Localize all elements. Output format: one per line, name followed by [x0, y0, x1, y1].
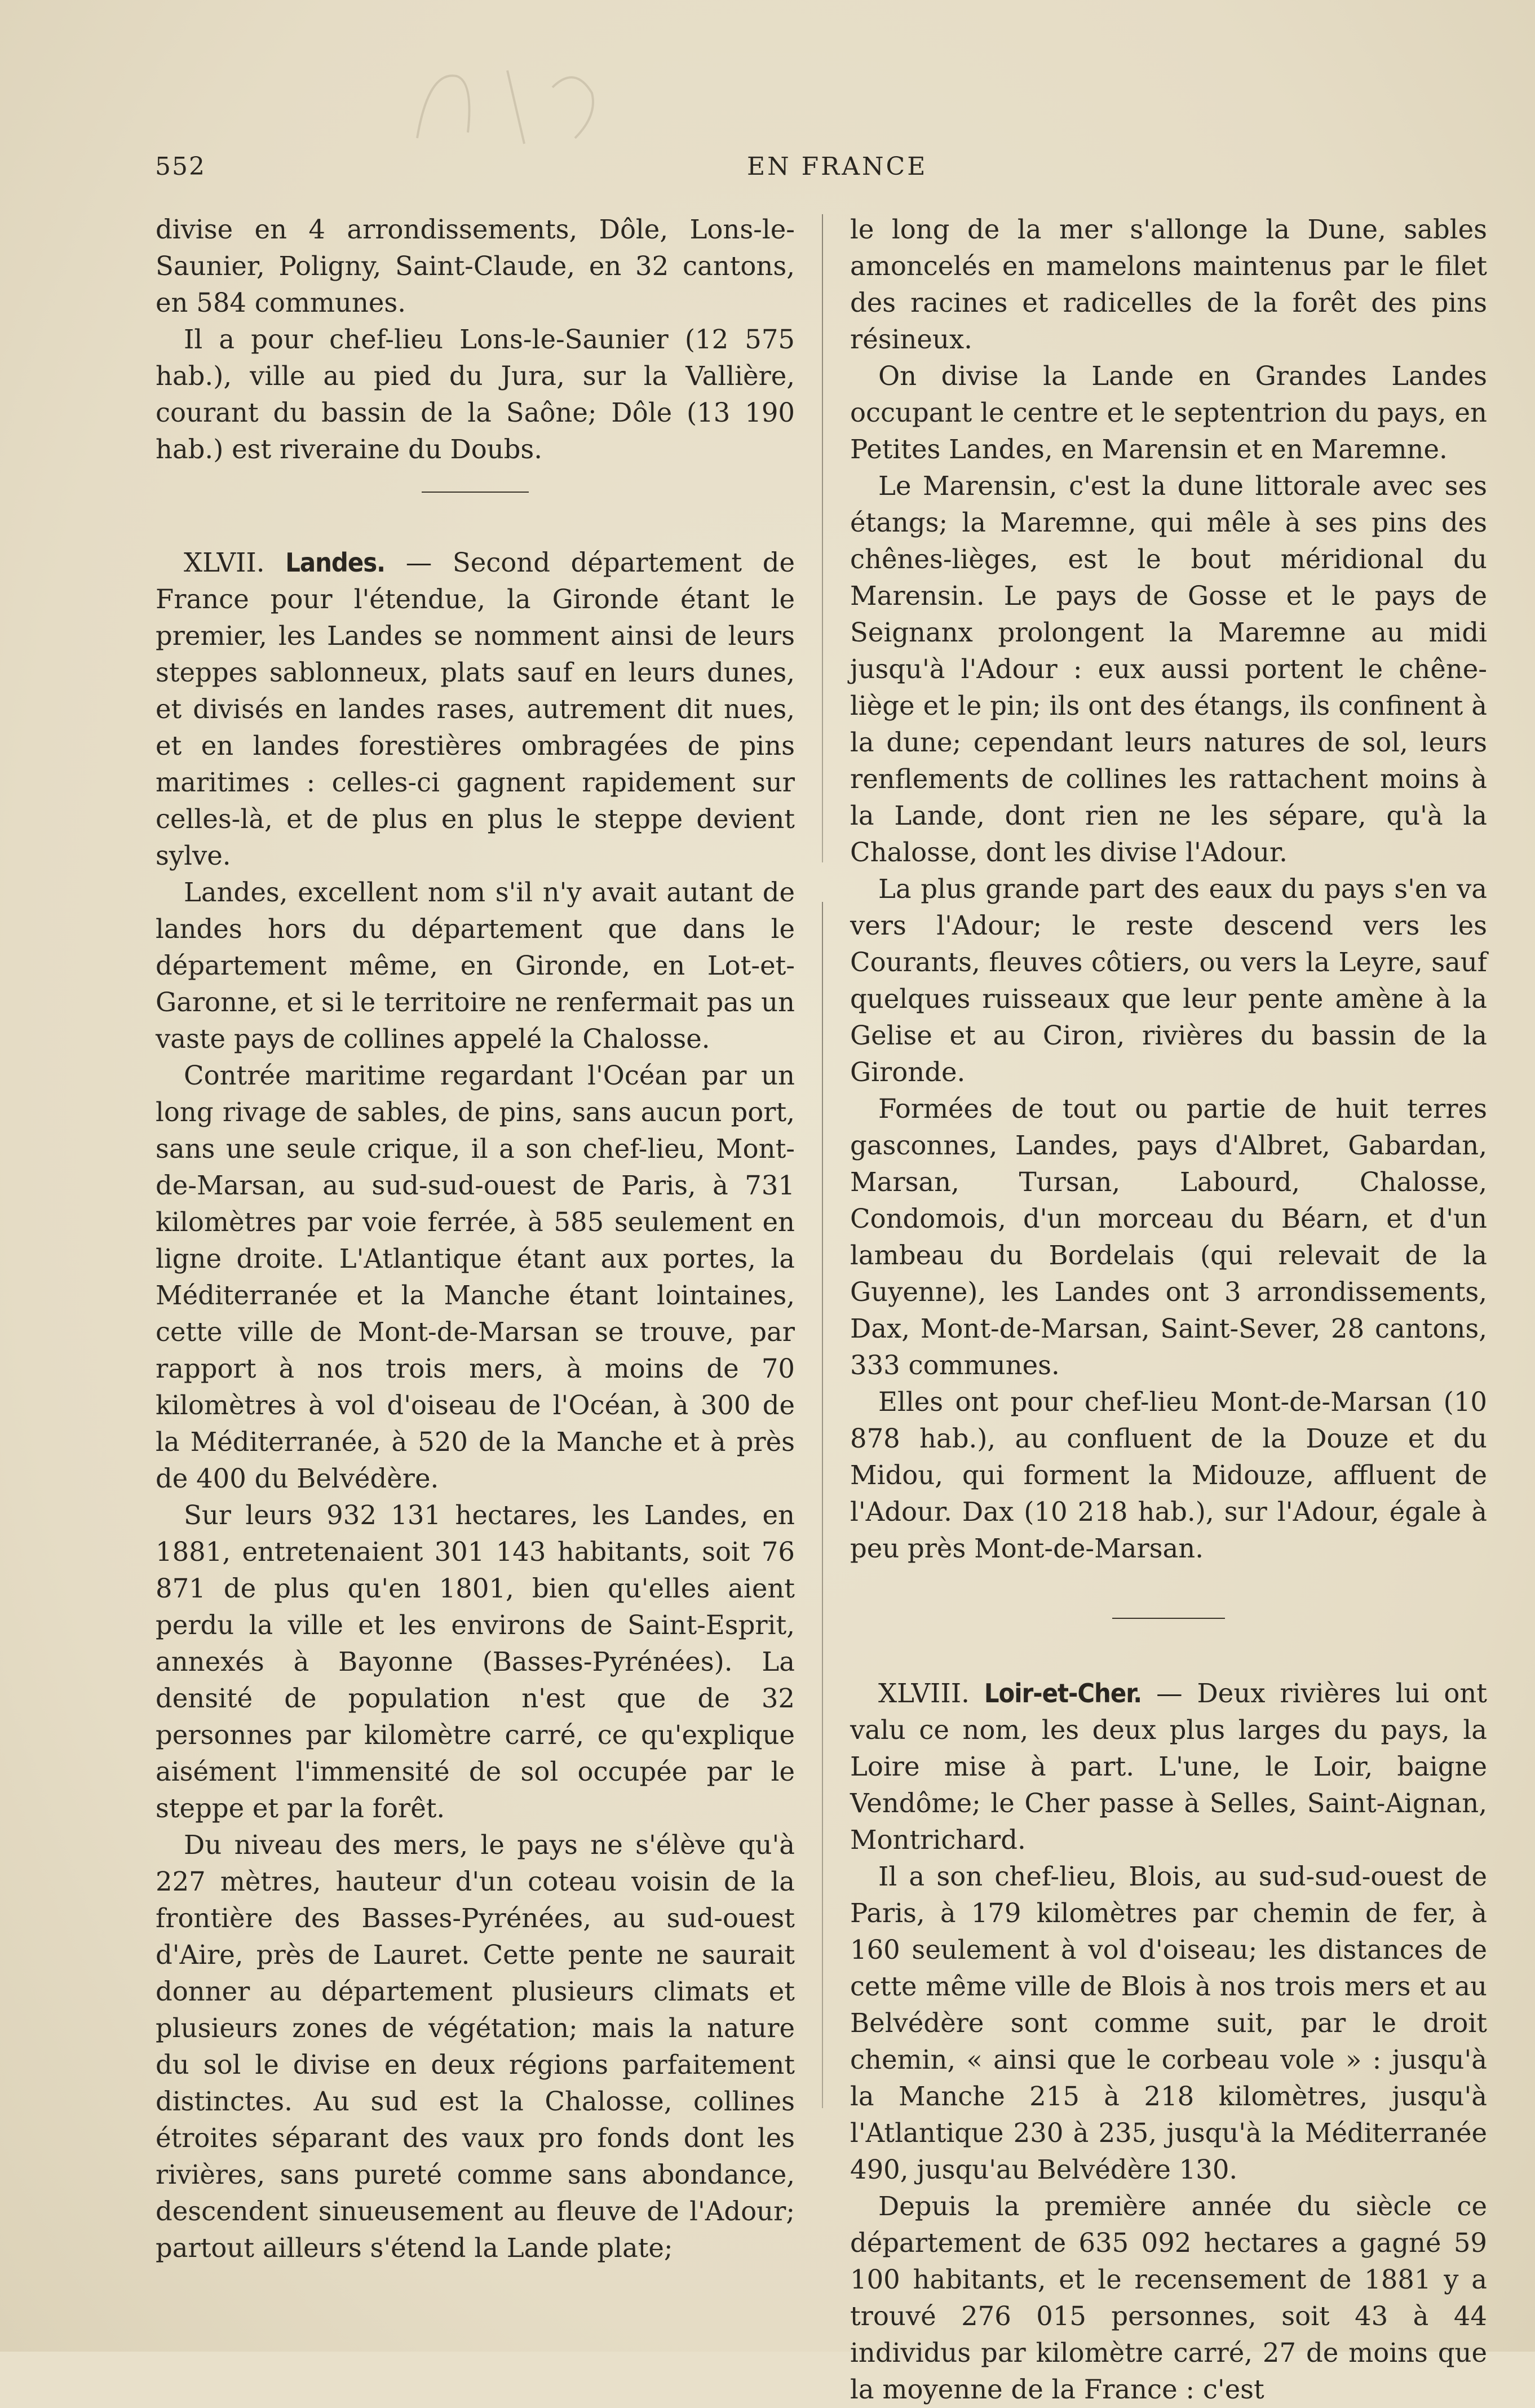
- section-intro: — Second département de France pour l'étendue, la Gironde étant le premier, les Landes se nomment ainsi de leurs steppes sablonneux, plats sauf en leurs dunes, et divisés en landes rases, autrement dit nues, et en landes forestières ombragées de pins maritimes : celles-ci gagnent rapidement sur celles-là, et de plus en plus le steppe devient sylve.: [156, 547, 795, 871]
- paragraph: Il a son chef-lieu, Blois, au sud-sud-ouest de Paris, à 179 kilomètres par chemin de fer, à 160 seulement à vol d'oiseau; les distances de cette même ville de Blois à nos trois mers et au Belvédère sont comme suit, par le droit chemin, « ainsi que le corbeau vole » : jusqu'à la Manche 215 à 218 kilomètres, jusqu'à l'Atlantique 230 à 235, jusqu'à la Méditerranée 490, jusqu'au Belvédère 130.: [850, 1861, 1487, 2185]
- paragraph: Landes, excellent nom s'il n'y avait autant de landes hors du département que dans le département même, en Gironde, en Lot-et-Garonne, et si le territoire ne renfermait pas un vaste pays de collines appelé la Chalosse.: [156, 877, 795, 1054]
- faint-library-stamp: [406, 54, 643, 155]
- paragraph: Du niveau des mers, le pays ne s'élève qu'à 227 mètres, hauteur d'un coteau voisin de la frontière des Basses-Pyrénées, au sud-ouest d'Aire, près de Lauret. Cette pente ne saurait donner au département plusieurs climats et plusieurs zones de végétation; mais la nature du sol le divise en deux régions parfaitement distinctes. Au sud est la Chalosse, collines étroites séparant des vaux pro fonds dont les rivières, sans pureté comme sans abondance, descendent sinueusement au fleuve de l'Adour; partout ailleurs s'étend la Lande plate;: [156, 1830, 795, 2263]
- paragraph: On divise la Lande en Grandes Landes occupant le centre et le septentrion du pays, en Petites Landes, en Marensin et en Maremne.: [850, 361, 1487, 464]
- paragraph: Depuis la première année du siècle ce département de 635 092 hectares a gagné 59 100 habitants, et le recensement de 1881 y a trouvé 276 015 personnes, soit 43 à 44 individus par kilomètre carré, 27 de moins que la moyenne de la France : c'est: [850, 2191, 1487, 2405]
- paragraph: le long de la mer s'allonge la Dune, sables amoncelés en mamelons maintenus par le filet des racines et radicelles de la forêt des pins résineux.: [850, 214, 1487, 355]
- page-number: 552: [155, 152, 206, 181]
- section-number: XLVII.: [184, 547, 265, 578]
- running-header: [155, 152, 1490, 186]
- column-divider-lower: [822, 902, 823, 2108]
- paragraph: Il a pour chef-lieu Lons-le-Saunier (12 575 hab.), ville au pied du Jura, sur la Vallière, courant du bassin de la Saône; Dôle (13 190 hab.) est riveraine du Doubs.: [156, 324, 795, 464]
- column-divider-upper: [822, 214, 823, 862]
- paragraph: Sur leurs 932 131 hectares, les Landes, en 1881, entretenaient 301 143 habitants, soit 76 871 de plus qu'en 1801, bien qu'elles aient perdu la ville et les environs de Saint-Esprit, annexés à Bayonne (Basses-Pyrénées). La densité de population n'est que de 32 personnes par kilomètre carré, ce qu'explique aisément l'immensité de sol occupée par le steppe et par la forêt.: [156, 1500, 795, 1823]
- section-number: XLVIII.: [878, 1678, 970, 1708]
- department-title: Loir-et-Cher.: [984, 1678, 1142, 1708]
- right-column: [850, 211, 1487, 2408]
- running-title: EN FRANCE: [747, 152, 928, 181]
- section-heading-loir-et-cher: [850, 1675, 1487, 1858]
- paragraph: divise en 4 arrondissements, Dôle, Lons-le-Saunier, Poligny, Saint-Claude, en 32 cantons, en 584 communes.: [156, 214, 795, 318]
- section-intro: — Deux rivières lui ont valu ce nom, les deux plus larges du pays, la Loire mise à part. L'une, le Loir, baigne Vendôme; le Cher passe à Selles, Saint-Aignan, Montrichard.: [850, 1678, 1487, 1855]
- left-column: [156, 211, 795, 2267]
- section-separator: [1112, 1618, 1225, 1619]
- paragraph: Formées de tout ou partie de huit terres gasconnes, Landes, pays d'Albret, Gabardan, Marsan, Tursan, Labourd, Chalosse, Condomois, d'un morceau du Béarn, et d'un lambeau du Bordelais (qui relevait de la Guyenne), les Landes ont 3 arrondissements, Dax, Mont-de-Marsan, Saint-Sever, 28 cantons, 333 communes.: [850, 1094, 1487, 1380]
- paragraph: Le Marensin, c'est la dune littorale avec ses étangs; la Maremne, qui mêle à ses pins des chênes-lièges, est le bout méridional du Marensin. Le pays de Gosse et le pays de Seignanx prolongent la Maremne au midi jusqu'à l'Adour : eux aussi portent le chêne-liège et le pin; ils ont des étangs, ils confinent à la dune; cependant leurs natures de sol, leurs renflements de collines les rattachent moins à la Lande, dont rien ne les sépare, qu'à la Chalosse, dont les divise l'Adour.: [850, 471, 1487, 867]
- paragraph: La plus grande part des eaux du pays s'en va vers l'Adour; le reste descend vers les Courants, fleuves côtiers, ou vers la Leyre, sauf quelques ruisseaux que leur pente amène à la Gelise et au Ciron, rivières du bassin de la Gironde.: [850, 874, 1487, 1087]
- paragraph: Contrée maritime regardant l'Océan par un long rivage de sables, de pins, sans aucun port, sans une seule crique, il a son chef-lieu, Mont-de-Marsan, au sud-sud-ouest de Paris, à 731 kilomètres par voie ferrée, à 585 seulement en ligne droite. L'Atlantique étant aux portes, la Méditerranée et la Manche étant lointaines, cette ville de Mont-de-Marsan se trouve, par rapport à nos trois mers, à moins de 70 kilomètres à vol d'oiseau de l'Océan, à 300 de la Méditerranée, à 520 de la Manche et à près de 400 du Belvédère.: [156, 1060, 795, 1494]
- department-title: Landes.: [285, 547, 386, 578]
- section-separator: [422, 492, 529, 493]
- section-heading-landes: [156, 545, 795, 874]
- paragraph: Elles ont pour chef-lieu Mont-de-Marsan (10 878 hab.), au confluent de la Douze et du Midou, qui forment la Midouze, affluent de l'Adour. Dax (10 218 hab.), sur l'Adour, égale à peu près Mont-de-Marsan.: [850, 1387, 1487, 1564]
